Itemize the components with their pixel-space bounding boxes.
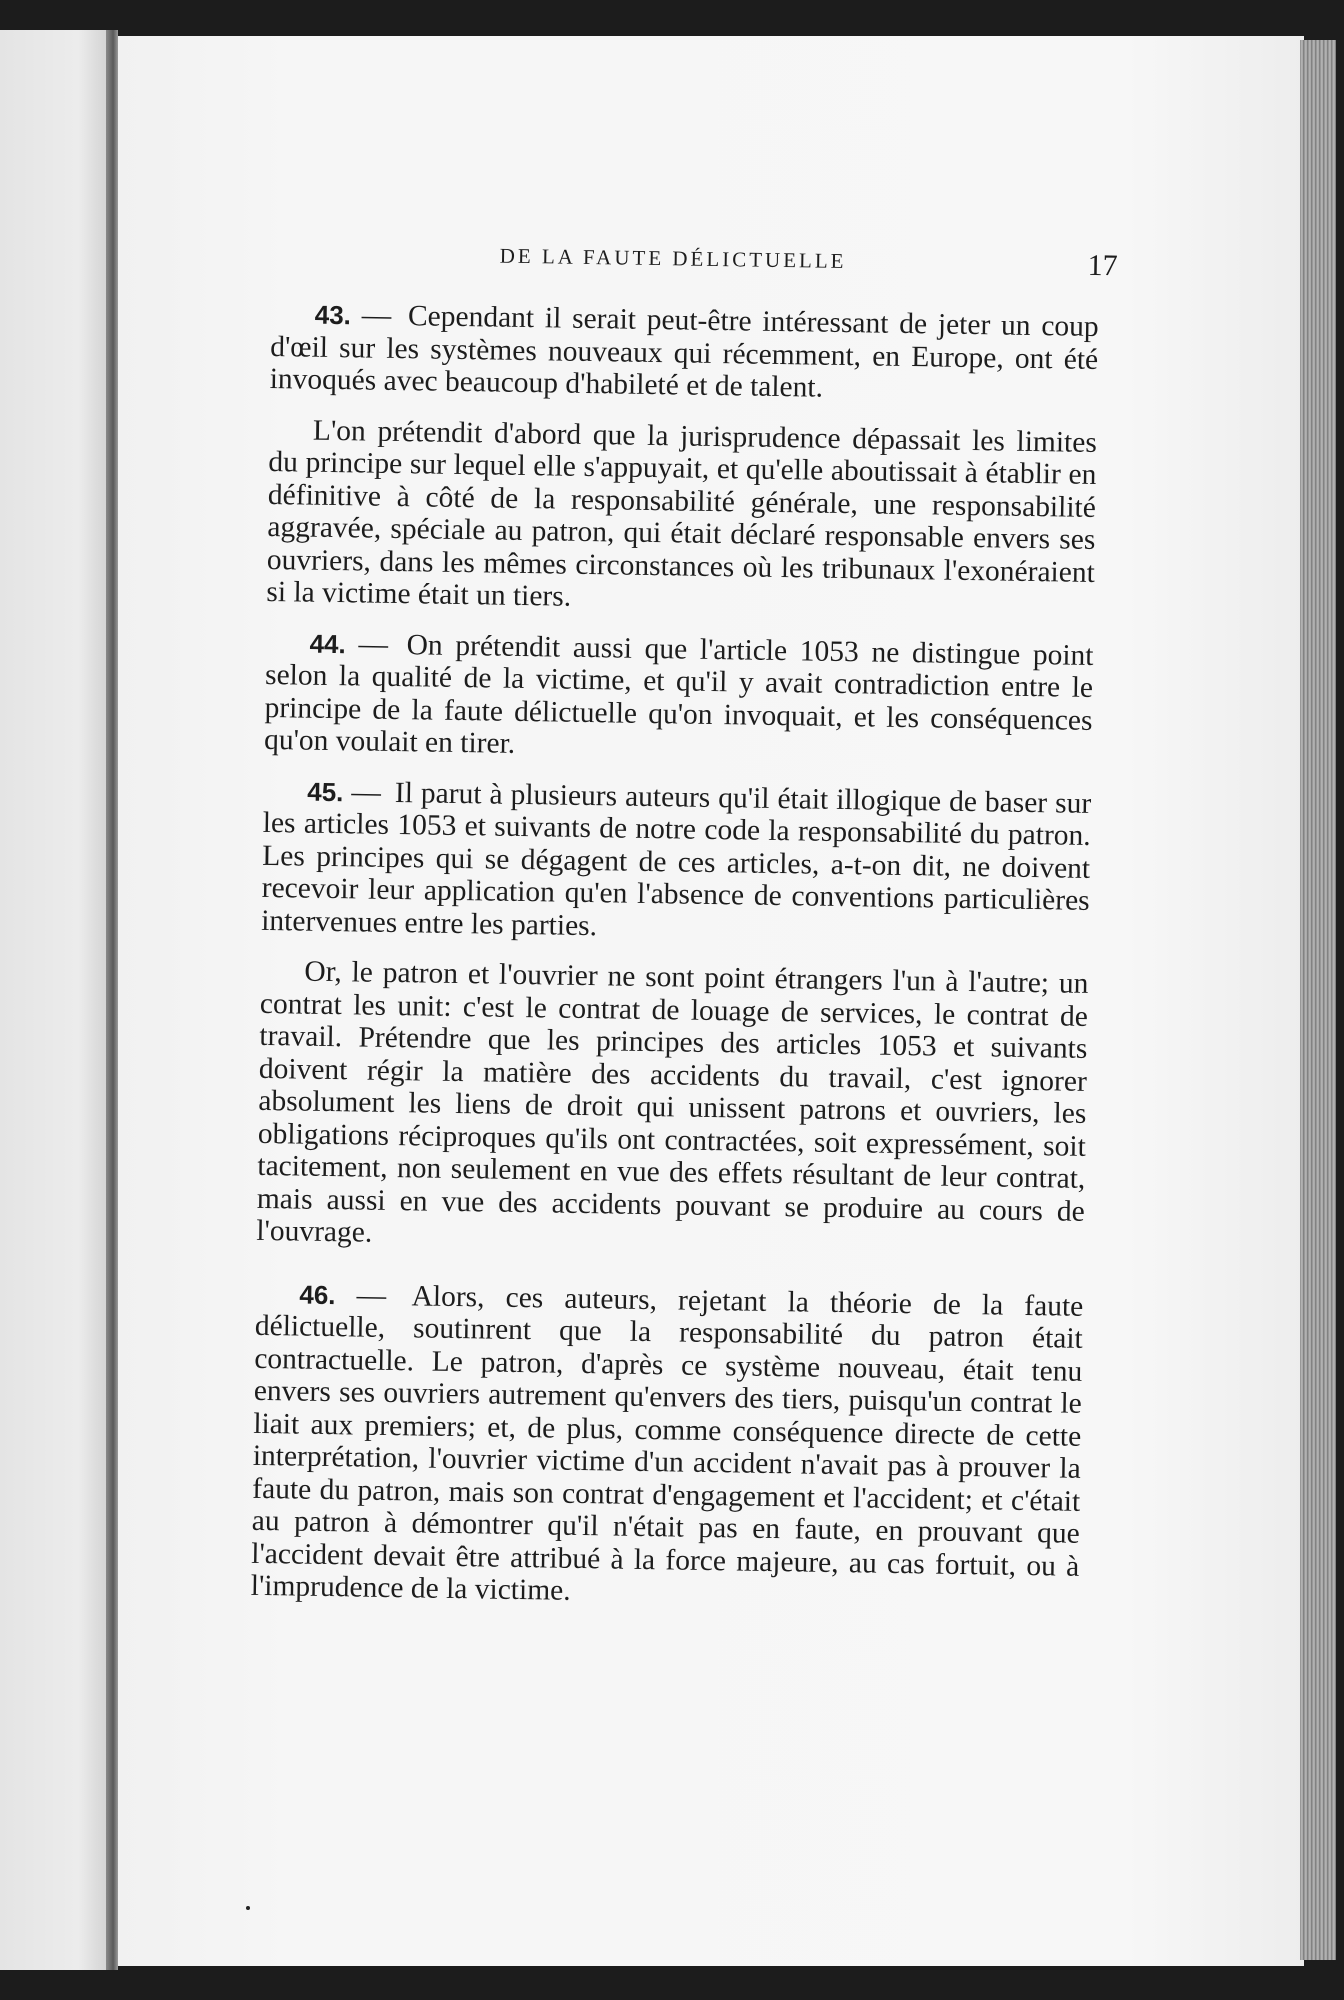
paragraph-text: Il parut à plusieurs auteurs qu'il était illogique de baser sur les articles 1053 et suivants de notre code la responsabilité du patron. Les principes qui se dégagent de ces articles, a-t-on dit, ne doivent recevoir leur application qu'en l'absence de conventions particulières intervenues entre les parties.: [260, 776, 1092, 942]
paragraph-dash: —: [351, 775, 382, 809]
page-text-block: [250, 236, 1118, 1633]
paragraph-text: Or, le patron et l'ouvrier ne sont point étrangers l'un à l'autre; un contrat les unit: c'est le contrat de louage de services, le contrat de travail. Prétendre que les principes des articles 1053 et suivants doivent régir la matière des accidents du travail, c'est ignorer absolument les liens de droit qui unissent patrons et ouvriers, les obligations réciproques qu'ils ont contractées, soit expressément, soit tacitement, non seulement en vue des effets résultant de leur contrat, mais aussi en vue des accidents pouvant se produire au cours de l'ouvrage.: [256, 955, 1089, 1249]
paragraph-46: [251, 1277, 1084, 1615]
paragraph-text: Alors, ces auteurs, rejetant la théorie de la faute délictuelle, soutinrent que la responsabilité du patron était contractuelle. Le patron, d'après ce système nouveau, était tenu envers ses ouvriers autrement qu'envers des tiers, puisqu'un contrat le liait aux premiers; et, de plus, comme conséquence directe de cette interprétation, l'ouvrier victime d'un accident n'avait pas à prouver la faute du patron, mais son contrat d'engagement et l'accident; et c'était au patron à démontrer qu'il n'était pas en faute, en prouvant que l'accident devait être attribué à la force majeure, au cas fortuit, ou à l'imprudence de la victime.: [250, 1279, 1084, 1607]
paragraph-text: L'on prétendit d'abord que la jurisprudence dépassait les limites du principe sur lequel elle s'appuyait, et qu'elle aboutissait à établir en définitive à côté de la responsabilité générale, une responsabilité aggravée, spéciale au patron, qui était déclaré responsable envers ses ouvriers, dans les mêmes circonstances où les tribunaux l'exonéraient si la victime était un tiers.: [266, 414, 1098, 613]
dust-speck: [246, 1906, 250, 1910]
paragraph-dash: —: [358, 627, 389, 661]
paragraph-text: Cependant il serait peut-être intéressant de jeter un coup d'œil sur les systèmes nouveaux qui récemment, en Europe, ont été invoqués avec beaucoup d'habileté et de talent.: [269, 300, 1099, 404]
paragraph-45-continued: [256, 955, 1088, 1260]
paragraph-43-continued: [266, 413, 1097, 621]
paragraph-43: [269, 298, 1098, 408]
paragraph-number: 45.: [307, 776, 344, 807]
book-gutter: [106, 30, 118, 1970]
paragraph-44: [264, 626, 1094, 769]
paragraph-dash: —: [361, 299, 392, 332]
paragraph-text: On prétendit aussi que l'article 1053 ne distingue point selon la qualité de la victime, et qu'il y avait contradiction entre le principe de la faute délictuelle qu'on invoquait, et les conséquences qu'on voulait en tirer.: [263, 628, 1094, 760]
running-head-title: DE LA FAUTE DÉLICTUELLE: [499, 243, 847, 274]
paragraph-45: [261, 774, 1091, 949]
paragraph-number: 46.: [299, 1279, 336, 1310]
page-number: 17: [1087, 248, 1118, 283]
facing-page-edge: [0, 30, 112, 1970]
paragraph-number: 43.: [314, 299, 352, 331]
paragraph-dash: —: [356, 1278, 387, 1312]
page-stack-edge: [1300, 40, 1336, 1960]
paragraph-number: 44.: [309, 628, 346, 659]
